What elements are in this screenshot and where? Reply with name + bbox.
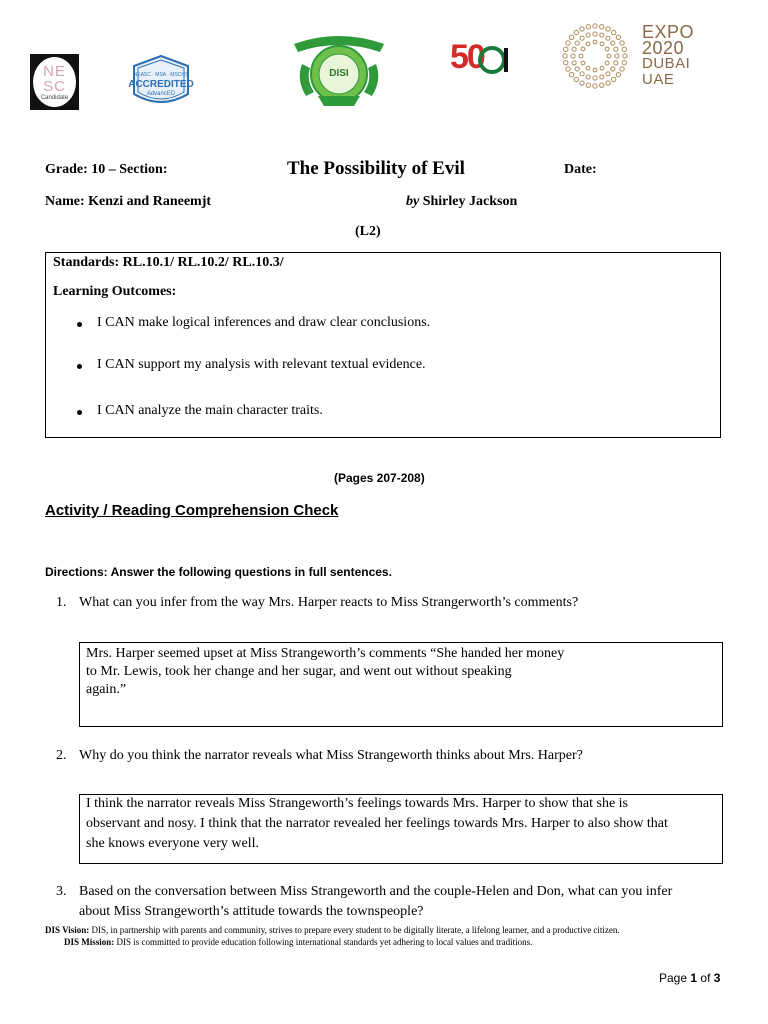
mission-label: DIS Mission: [64,937,115,947]
uae-50-logo [450,38,512,80]
answer-line: again.” [86,682,127,697]
page-word: Page [659,971,688,985]
outcome-item: I CAN make logical inferences and draw clear conclusions. [97,315,431,330]
date-label: Date: [564,162,597,177]
neasc-letters-top: NE [43,62,66,80]
question-text: What can you infer from the way Mrs. Harper reacts to Miss Strangerworth’s comments? [79,595,579,610]
page-number [659,971,720,985]
uae-50-number: 50 [450,38,484,76]
question-number: 3. [56,884,67,899]
mission-text: DIS is committed to provide education following international standards yet adhering to local values and traditions. [116,937,533,947]
grade-section-label: Grade: 10 – Section: [45,162,168,177]
answer-box[interactable] [79,642,723,727]
vision-statement [45,925,620,935]
page-total: 3 [713,971,721,985]
bullet-icon [77,364,82,369]
question-text: Why do you think the narrator reveals what Miss Strangeworth thinks about Mrs. Harper? [79,748,583,763]
answer-line: she knows everyone very well. [86,836,260,851]
neasc-letters-bottom: SC [43,77,66,95]
vision-text: DIS, in partnership with parents and community, strives to prepare every student to be digitally literate, a lifelong learner, and a productive citizen. [91,925,620,935]
question-number: 1. [56,595,67,610]
standards-outcomes-box [45,252,721,438]
question-number: 2. [56,748,67,763]
expo-line-4: UAE [642,71,675,88]
outcome-item: I CAN support my analysis with relevant textual evidence. [97,357,426,372]
outcome-item: I CAN analyze the main character traits. [97,403,323,418]
neasc-logo [30,54,79,110]
page-current: 1 [690,971,698,985]
accredited-badge-logo [128,54,194,110]
expo-line-3: DUBAI [642,55,691,72]
student-name-label: Name: Kenzi and Raneemjt [45,194,212,209]
expo-line-2: 2020 [642,38,685,58]
dis-school-crest-logo [290,30,388,110]
page-of: of [700,971,711,985]
question-text-line: about Miss Strangeworth’s attitude towards the townspeople? [79,904,424,919]
learning-outcomes-heading: Learning Outcomes: [53,284,177,299]
neasc-caption: Candidate [40,94,69,101]
dis-crest-text: DISI [329,68,349,79]
accredited-main-text: ACCREDITED [128,79,194,90]
level-label: (L2) [355,224,381,239]
by-word: by [406,194,420,209]
author-line [406,194,517,210]
question-text-line: Based on the conversation between Miss Strangeworth and the couple-Helen and Don, what can you infer [79,884,673,899]
standards-line: Standards: RL.10.1/ RL.10.2/ RL.10.3/ [53,255,284,270]
answer-line: observant and nosy. I think that the narrator revealed her feelings towards Mrs. Harper to also show that [86,816,668,831]
answer-line: to Mr. Lewis, took her change and her sugar, and went out without speaking [86,664,512,679]
activity-heading: Activity / Reading Comprehension Check [45,502,339,519]
answer-line: I think the narrator reveals Miss Strangeworth’s feelings towards Mrs. Harper to show that she is [86,796,628,811]
worksheet-title: The Possibility of Evil [287,158,465,179]
vision-label: DIS Vision: [45,925,90,935]
author-name: Shirley Jackson [422,194,518,209]
accredited-sub-text: AdvancED [146,91,176,97]
expo-2020-logo [556,22,726,90]
pages-label: (Pages 207-208) [334,471,425,485]
answer-line: Mrs. Harper seemed upset at Miss Strangeworth’s comments “She handed her money [86,646,565,661]
answer-box[interactable] [79,794,723,864]
bullet-icon [77,322,82,327]
accredited-top-text: NEASC · MSA · MSCHS [133,72,189,78]
bullet-icon [77,410,82,415]
mission-statement [64,937,532,947]
directions-text: Directions: Answer the following questions in full sentences. [45,565,392,579]
expo-line-1: EXPO [642,22,695,42]
